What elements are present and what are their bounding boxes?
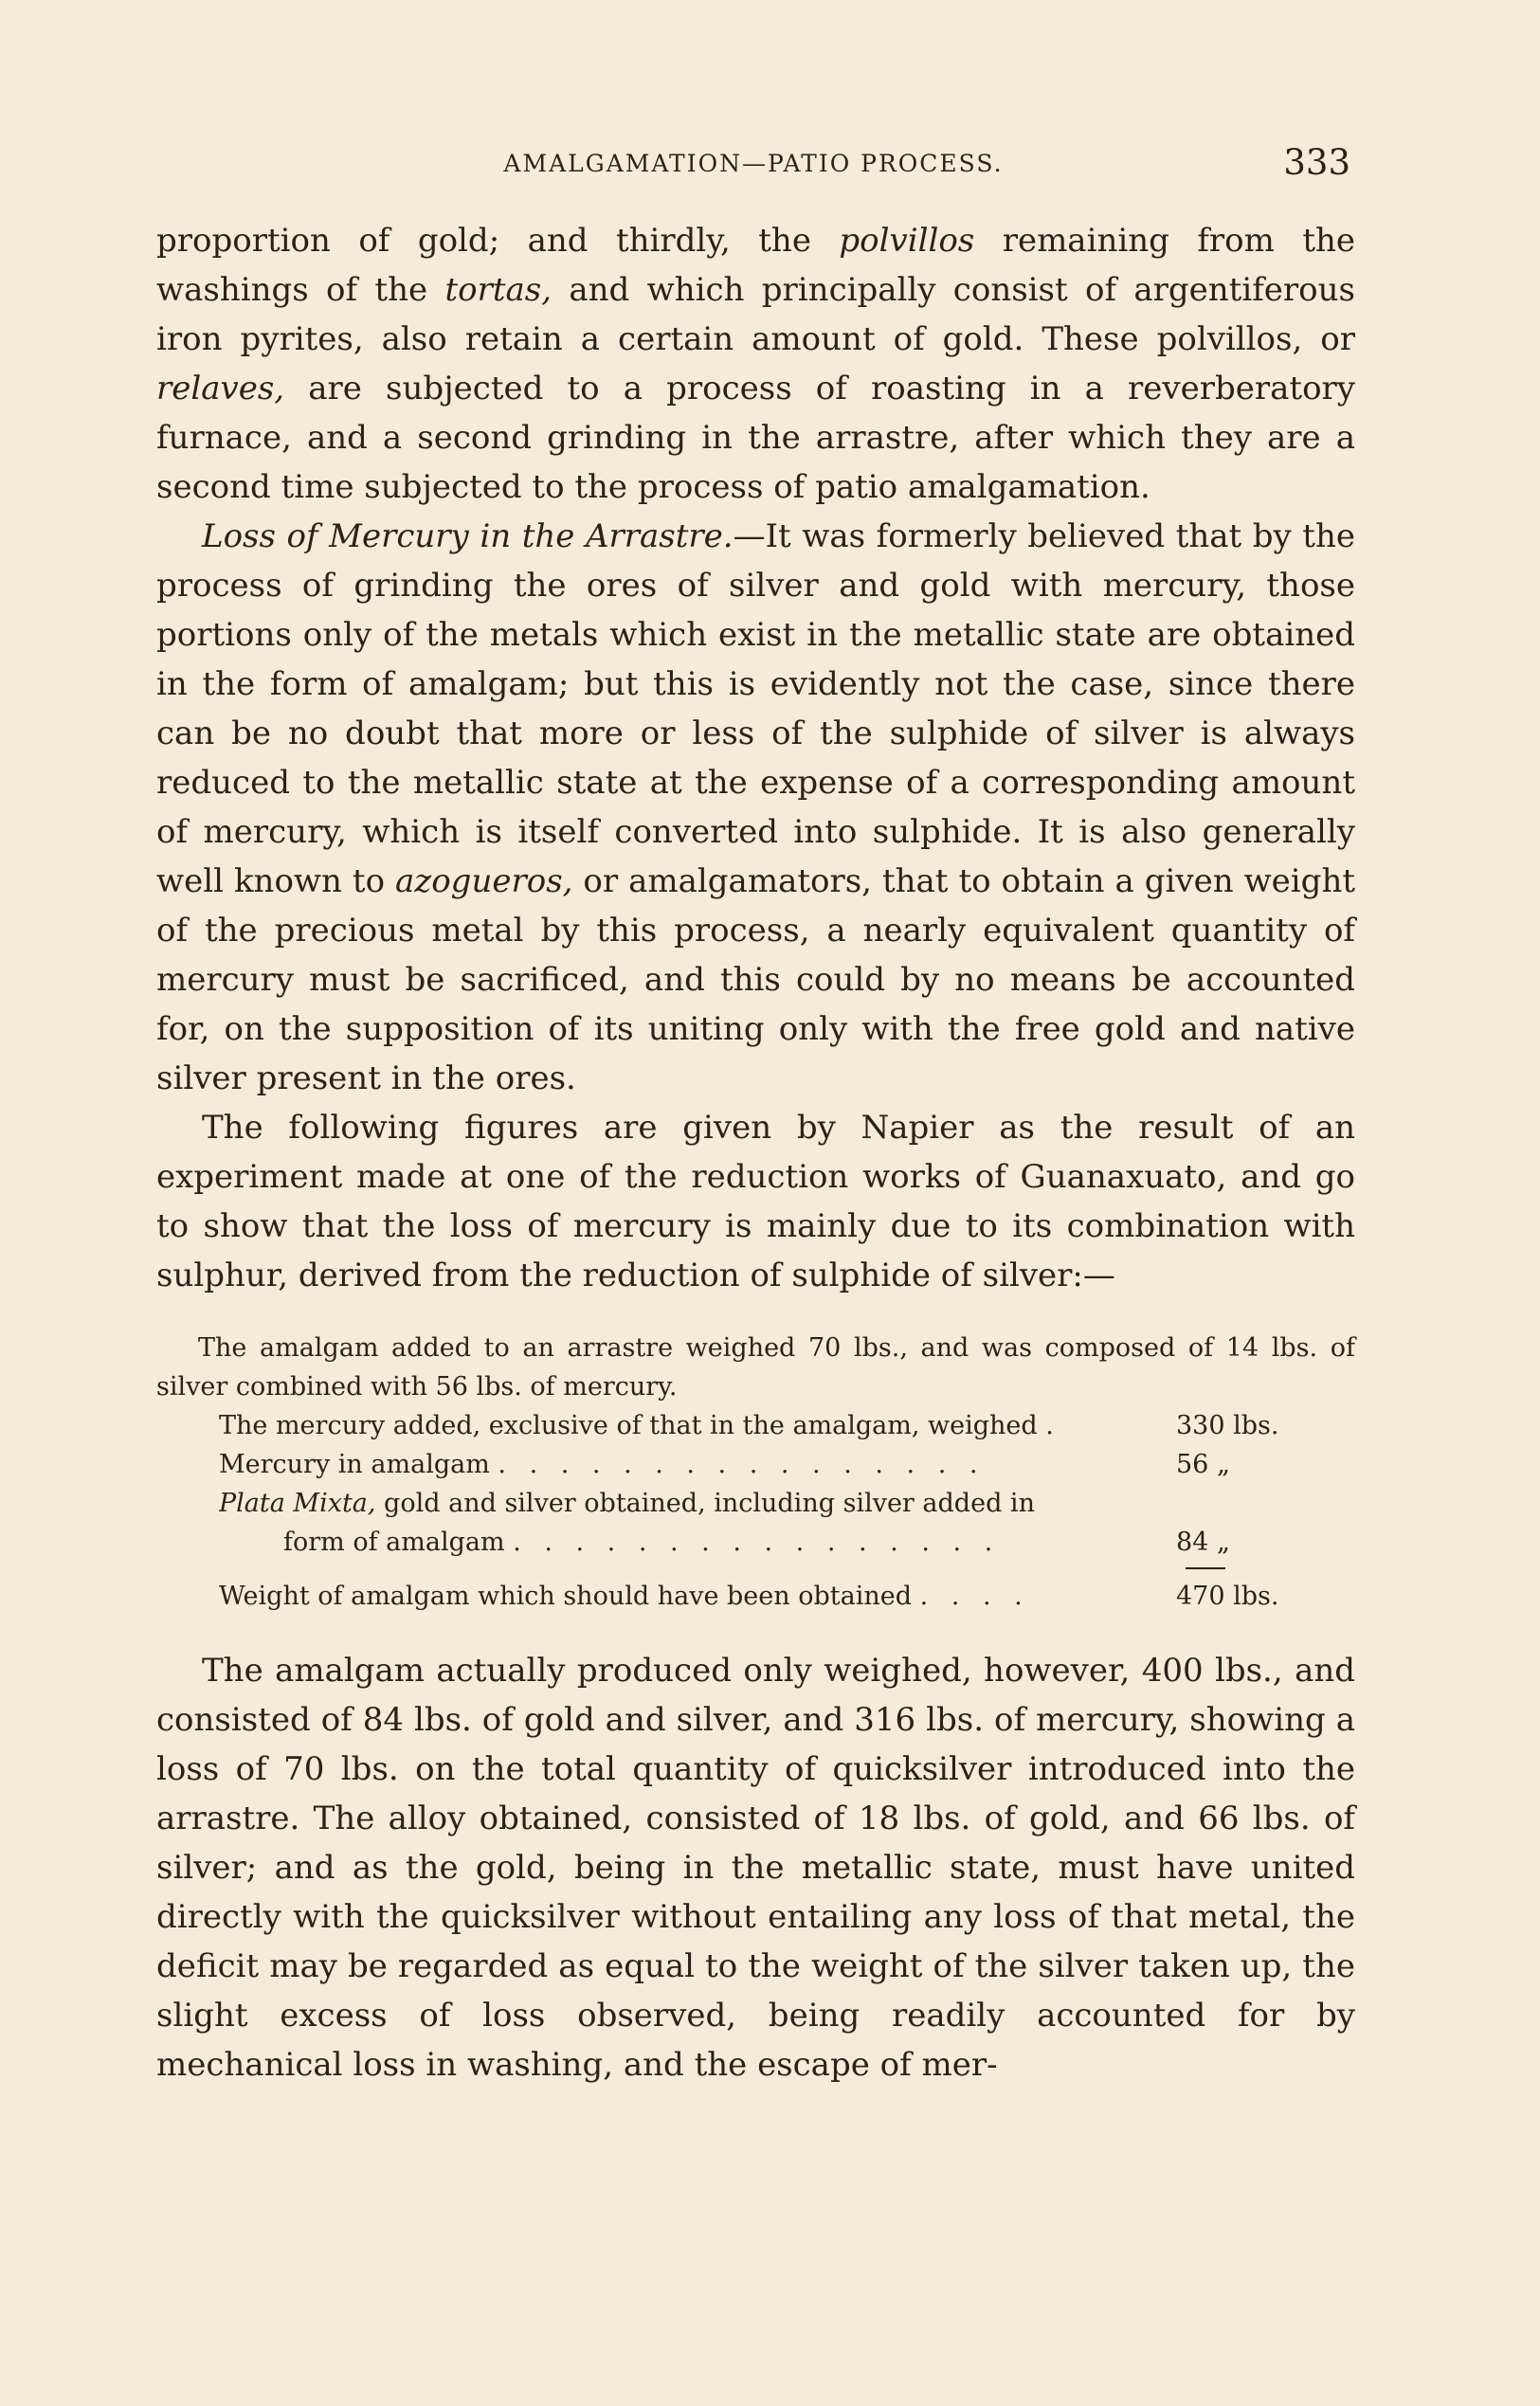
ledger-row xyxy=(219,1484,1290,1523)
running-title: AMALGAMATION—PATIO PROCESS. xyxy=(503,150,1004,177)
ledger-qty: 56 „ xyxy=(1176,1450,1230,1479)
ledger-row xyxy=(219,1445,1290,1484)
paragraph-1 xyxy=(156,216,1355,512)
ledger-desc-text: Mercury in amalgam xyxy=(219,1450,490,1479)
ledger-desc xyxy=(219,1484,1165,1523)
paragraph-3: The following figures are given by Napier as the result of an experiment made at one of the reduction works of Guanaxuato, and go to show that the loss of mercury is mainly due to its combination with sulphur, derived from the reduction of sulphide of silver:— xyxy=(156,1109,1355,1294)
body-text xyxy=(156,216,1355,2089)
italic-term: Plata Mixta, xyxy=(219,1489,376,1518)
paragraph-2 xyxy=(156,512,1355,1103)
text-run: and which principally consist of argentiferous iron pyrites, also retain a certain amount of gold. These polvillos, or xyxy=(156,271,1355,358)
leader-dots: . . . . xyxy=(919,1582,1030,1611)
ledger-desc xyxy=(219,1523,1165,1562)
text-run: are subjected to a process of roasting in a reverberatory furnace, and a second grinding in the arrastre, after which they are a second time subjected to the process of patio amalgamation. xyxy=(156,370,1355,506)
page-number: 333 xyxy=(1283,142,1350,183)
italic-term: relaves, xyxy=(156,370,285,407)
ledger-row xyxy=(219,1406,1290,1445)
section-heading: Loss of Mercury in the Arrastre. xyxy=(202,517,734,555)
ledger-qty: 84 „ xyxy=(1176,1528,1230,1557)
italic-term: polvillos xyxy=(839,222,975,260)
italic-term: azogueros, xyxy=(395,862,573,900)
ledger-desc-text: gold and silver obtained, including silver added in xyxy=(375,1489,1035,1518)
ledger-desc-text: Weight of amalgam which should have been obtained xyxy=(219,1582,913,1611)
text-run: proportion of gold; and thirdly, the xyxy=(156,222,840,260)
table-intro: The amalgam added to an arrastre weighed 70 lbs., and was composed of 14 lbs. of silver combined with 56 lbs. of mercury. xyxy=(156,1333,1355,1402)
mercury-table xyxy=(156,1329,1355,1616)
ledger-total-row xyxy=(219,1577,1290,1616)
running-head xyxy=(156,142,1350,190)
ledger-desc xyxy=(219,1445,1165,1484)
text-run: remaining from the washings of the xyxy=(156,222,1356,309)
italic-term: tortas, xyxy=(444,271,553,309)
paragraph-4: The amalgam actually produced only weighed, however, 400 lbs., and consisted of 84 lbs. of gold and silver, and 316 lbs. of mercury, showing a loss of 70 lbs. on the total quantity of quicksilver introduced into the arrastre. The alloy obtained, consisted of 18 lbs. of gold, and 66 lbs. of silver; and as the gold, being in the metallic state, must have united directly with the quicksilver without entailing any loss of that metal, the deficit may be regarded as equal to the weight of the silver taken up, the slight excess of loss observed, being readily accounted for by mechanical loss in washing, and the escape of mer- xyxy=(156,1652,1355,2084)
leader-dots: . . . . . . . . . . . . . . . . xyxy=(513,1528,1001,1557)
text-run: —It was formerly believed that by the process of grinding the ores of silver and gold with mercury, those portions only of the metals which exist in the metallic state are obtained in the form of amalgam; but this is evidently not the case, since there can be no doubt that more or less of the sulphide of silver is always reduced to the metallic state at the expense of a corresponding amount of mercury, which is itself converted into sulphide. It is also generally well known to xyxy=(156,517,1355,900)
sum-rule xyxy=(219,1562,1290,1573)
ledger-desc-text: form of amalgam xyxy=(283,1528,505,1557)
ledger-qty: 470 lbs. xyxy=(1176,1582,1279,1611)
leader-dots: . . . . . . . . . . . . . . . . xyxy=(498,1450,986,1479)
ledger-desc: The mercury added, exclusive of that in the amalgam, weighed . xyxy=(219,1411,1054,1440)
text-run: or amalgamators, that to obtain a given weight of the precious metal by this process, a nearly equivalent quantity of mercury must be sacrificed, and this could by no means be accounted for, on the supposition of its uniting only with the free gold and native silver present in the ores. xyxy=(156,862,1356,1097)
sum-rule-line xyxy=(1186,1567,1225,1573)
ledger xyxy=(219,1406,1290,1616)
ledger-desc xyxy=(219,1577,1165,1616)
ledger-row xyxy=(219,1523,1290,1562)
ledger-qty: 330 lbs. xyxy=(1176,1411,1279,1440)
